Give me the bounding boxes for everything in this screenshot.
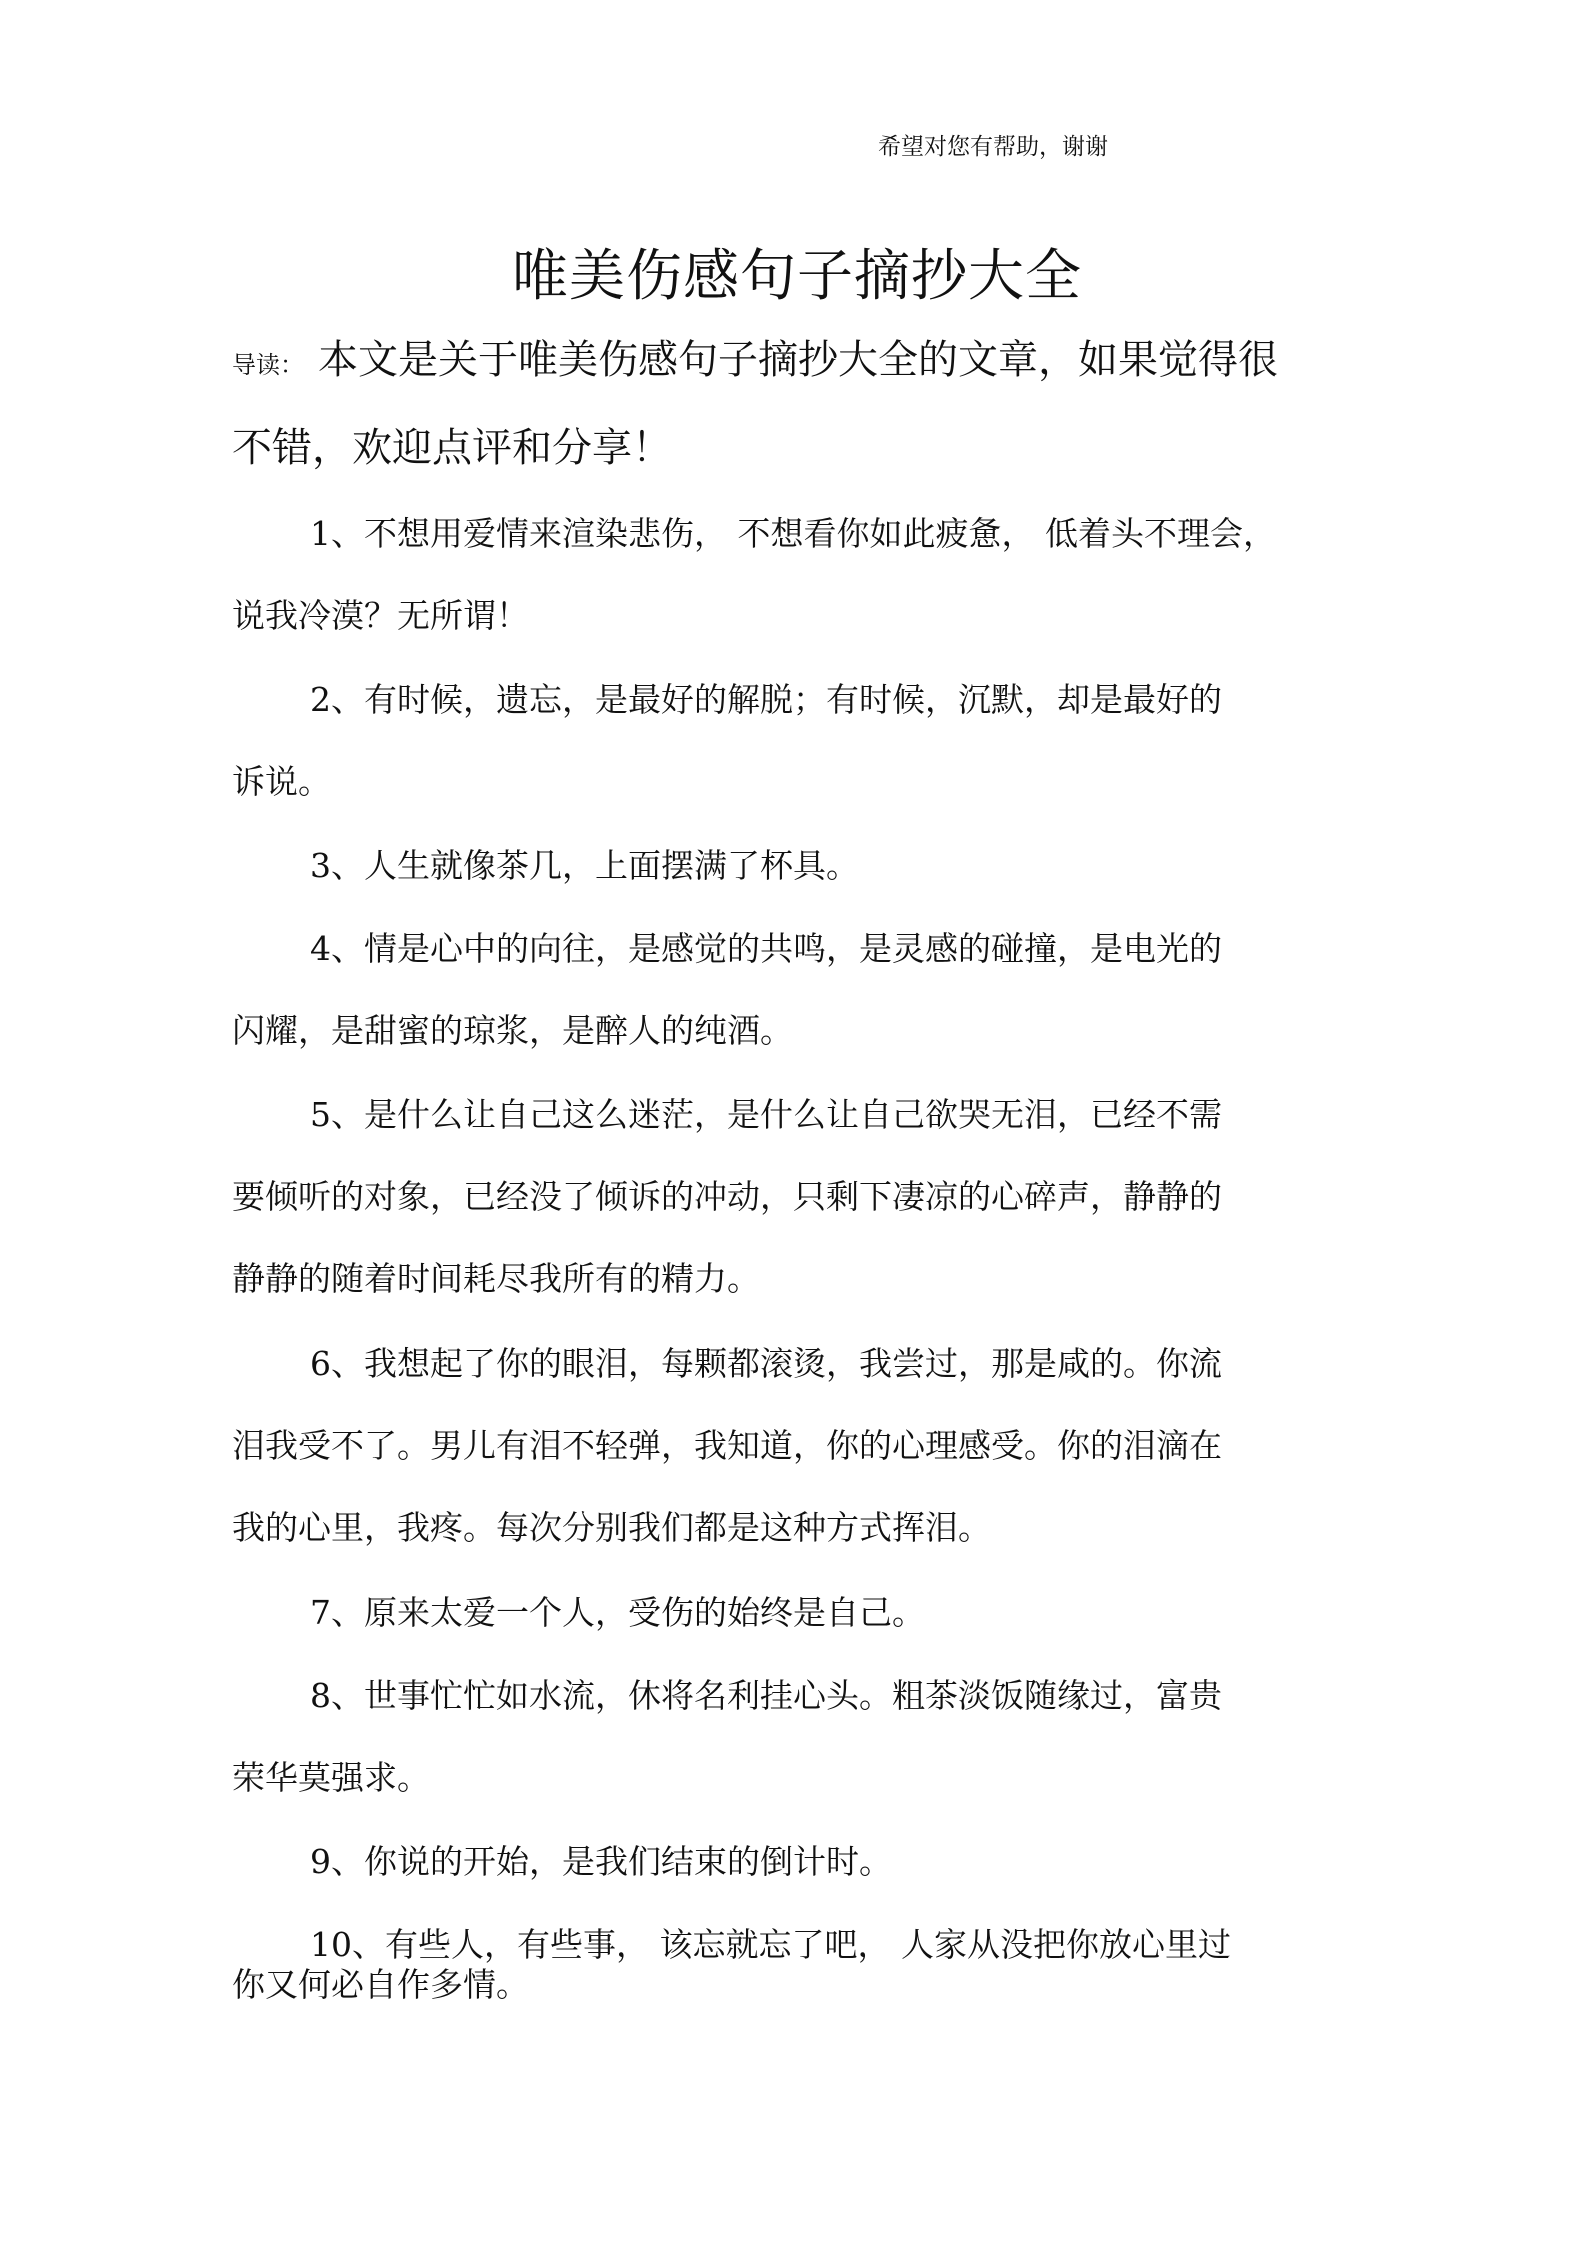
paragraph-6 (232, 1344, 1352, 1548)
document-title: 唯美伤感句子摘抄大全 (512, 244, 1082, 309)
paragraph-line: 静静的随着时间耗尽我所有的精力。 (232, 1259, 760, 1298)
paragraph-2 (232, 680, 1352, 802)
intro-line-1 (232, 335, 1362, 423)
paragraph-1 (232, 514, 1352, 636)
paragraph-5 (232, 1095, 1352, 1299)
intro-text-1: 本文是关于唯美伤感句子摘抄大全的文章，如果觉得很 (318, 337, 1278, 383)
paragraph-line: 要倾听的对象，已经没了倾诉的冲动，只剩下凄凉的心碎声，静静的 (232, 1177, 1222, 1216)
paragraph-line: 6、我想起了你的眼泪，每颗都滚烫，我尝过，那是咸的。你流 (310, 1344, 1222, 1383)
paragraph-3 (232, 846, 1352, 886)
paragraph-line: 泪我受不了。男儿有泪不轻弹，我知道，你的心理感受。你的泪滴在 (232, 1426, 1222, 1465)
paragraph-line: 3、人生就像茶几，上面摆满了杯具。 (310, 846, 859, 885)
paragraph-line: 荣华莫强求。 (232, 1758, 430, 1797)
header-note: 希望对您有帮助，谢谢 (878, 134, 1108, 160)
paragraph-line: 诉说。 (232, 762, 331, 801)
intro (232, 335, 1362, 511)
paragraph-line: 2、有时候，遗忘，是最好的解脱；有时候，沉默，却是最好的 (310, 680, 1222, 719)
paragraph-line: 我的心里，我疼。每次分别我们都是这种方式挥泪。 (232, 1508, 991, 1547)
paragraph-line: 说我冷漠？无所谓！ (232, 596, 529, 635)
paragraph-line: 1、不想用爱情来渲染悲伤， 不想看你如此疲惫， 低着头不理会， (310, 514, 1276, 553)
paragraph-line: 8、世事忙忙如水流，休将名利挂心头。粗茶淡饭随缘过，富贵 (310, 1676, 1222, 1715)
paragraph-8 (232, 1676, 1352, 1798)
paragraph-9 (232, 1842, 1352, 1882)
intro-label: 导读： (232, 351, 304, 379)
intro-line-2: 不错，欢迎点评和分享！ (232, 425, 672, 471)
paragraph-line: 5、是什么让自己这么迷茫，是什么让自己欲哭无泪，已经不需 (310, 1095, 1222, 1134)
paragraph-4 (232, 929, 1352, 1051)
paragraph-line: 你又何必自作多情。 (232, 1965, 529, 2004)
paragraph-line: 9、你说的开始，是我们结束的倒计时。 (310, 1842, 892, 1881)
paragraph-line: 闪耀，是甜蜜的琼浆，是醉人的纯酒。 (232, 1011, 793, 1050)
paragraph-10 (232, 1925, 1352, 2005)
paragraph-line: 10、有些人，有些事， 该忘就忘了吧， 人家从没把你放心里过 (310, 1925, 1231, 1964)
paragraph-line: 4、情是心中的向往，是感觉的共鸣，是灵感的碰撞，是电光的 (310, 929, 1222, 968)
paragraph-7 (232, 1593, 1352, 1633)
paragraph-line: 7、原来太爱一个人，受伤的始终是自己。 (310, 1593, 925, 1632)
